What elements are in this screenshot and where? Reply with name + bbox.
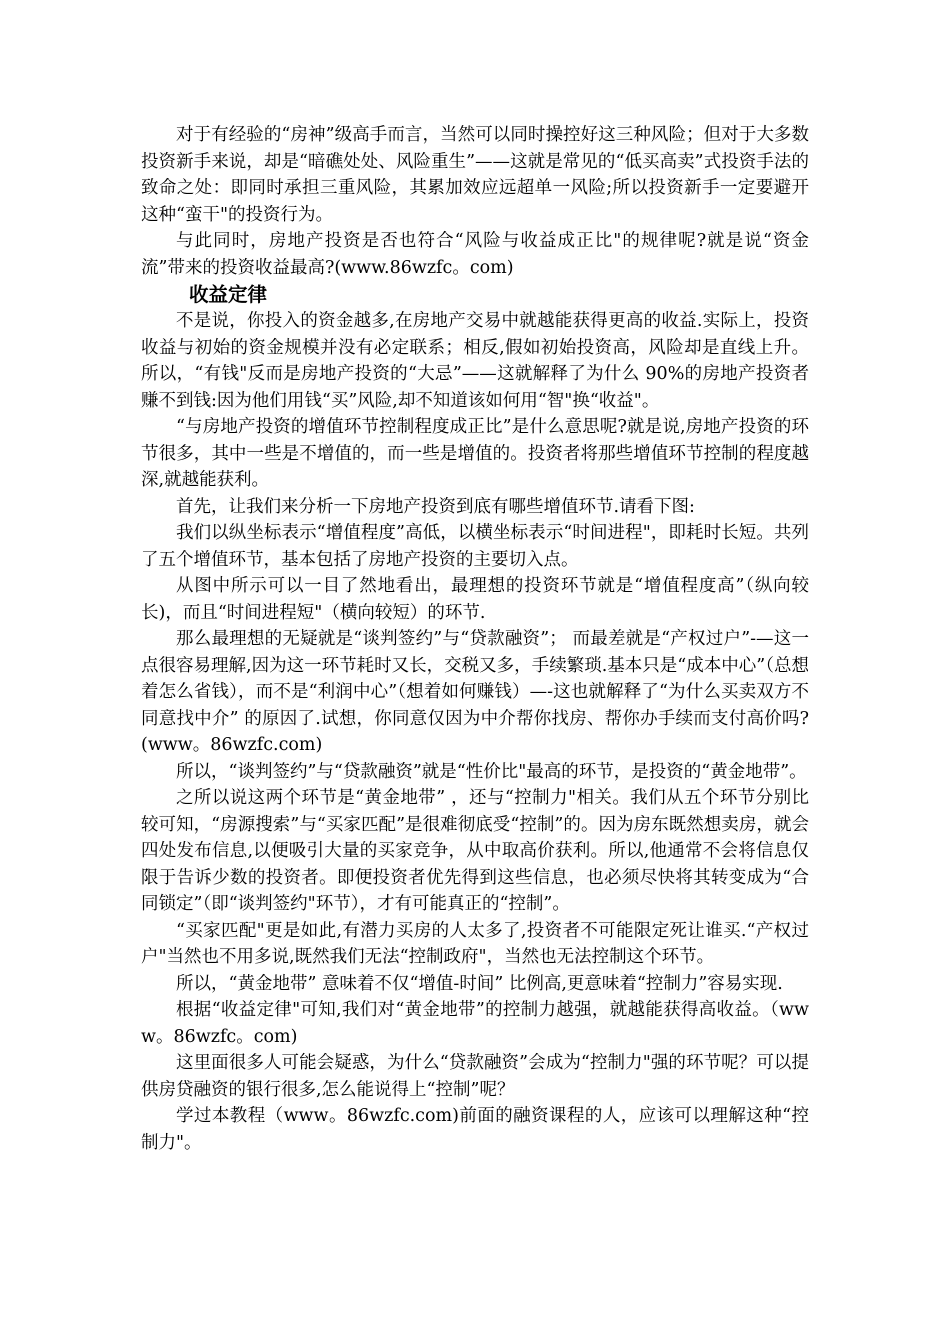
- paragraph-axis-description: 我们以纵坐标表示“增值程度”高低，以横坐标表示“时间进程"，即耗时长短。共列了五个增值环节，基本包括了房地产投资的主要切入点。: [141, 523, 809, 570]
- paragraph-capital-vs-return: 不是说，你投入的资金越多,在房地产交易中就越能获得更高的收益.实际上，投资收益与初始的资金规模并没有必定联系；相反,假如初始投资高，风险却是直线上升。所以，“有钱"反而是房地产投资的“大忌”——这就解释了为什么 90%的房地产投资者赚不到钱:因为他们用钱“买”风险,却不知道该如何用“智"换“收益"。: [141, 311, 809, 411]
- paragraph-ideal-segment: 从图中所示可以一目了然地看出，最理想的投资环节就是“增值程度高”（纵向较长)，而且“时间进程短"（横向较短）的环节.: [141, 576, 809, 623]
- paragraph-course-reference: 学过本教程（www。86wzfc.com)前面的融资课程的人，应该可以理解这种“控制力"。: [141, 1106, 809, 1153]
- paragraph-financing-question: 这里面很多人可能会疑惑，为什么“贷款融资”会成为“控制力"强的环节呢？可以提供房贷融资的银行很多,怎么能说得上“控制”呢？: [141, 1053, 809, 1100]
- paragraph-risk-return-question: 与此同时，房地产投资是否也符合“风险与收益成正比"的规律呢?就是说“资金流”带来的投资收益最高?(www.86wzfc。com): [141, 231, 809, 278]
- paragraph-golden-zone: 所以，“谈判签约”与“贷款融资”就是“性价比"最高的环节，是投资的“黄金地带”。: [176, 761, 807, 782]
- paragraph-control-reasoning: 之所以说这两个环节是“黄金地带” ，还与“控制力"相关。我们从五个环节分别比较可知，“房源搜索”与“买家匹配”是很难彻底受“控制”的。因为房东既然想卖房，就会四处发布信息,以便吸引大量的买家竞争，从中取高价获利。所以,他通常不会将信息仅限于告诉少数的投资者。即便投资者优先得到这些信息，也必须尽快将其转变成为“合同锁定”（即“谈判签约"环节），才有可能真正的“控制”。: [141, 788, 809, 914]
- paragraph-golden-zone-meaning: 所以，“黄金地带” 意味着不仅“增值-时间” 比例高,更意味着“控制力”容易实现.: [176, 973, 783, 994]
- paragraph-best-and-worst: 那么最理想的无疑就是“谈判签约”与“贷款融资”； 而最差就是“产权过户”-—这一点很容易理解,因为这一环节耗时又长，交税又多，手续繁琐.基本只是“成本中心”（总想着怎么省钱），而不是“利润中心”（想着如何赚钱）—-这也就解释了“为什么买卖双方不同意找中介” 的原因了.试想，你同意仅因为中介帮你找房、帮你办手续而支付高价吗?(www。86wzfc.com): [141, 629, 809, 755]
- paragraph-risk-summary: 对于有经验的“房神”级高手而言，当然可以同时操控好这三种风险；但对于大多数投资新手来说，却是“暗礁处处、风险重生”——这就是常见的“低买高卖”式投资手法的致命之处：即同时承担三重风险，其累加效应远超单一风险;所以投资新手一定要避开这种“蛮干"的投资行为。: [141, 125, 809, 225]
- paragraph-value-added-control: “与房地产投资的增值环节控制程度成正比”是什么意思呢?就是说,房地产投资的环节很多，其中一些是不增值的，而一些是增值的。投资者将那些增值环节控制的程度越深,就越能获利。: [141, 417, 809, 490]
- paragraph-analysis-intro: 首先，让我们来分析一下房地产投资到底有哪些增值环节.请看下图:: [176, 496, 695, 517]
- document-body: [141, 122, 809, 1156]
- section-heading: 收益定律: [189, 283, 268, 306]
- paragraph-return-law: 根据“收益定律"可知,我们对“黄金地带”的控制力越强，就越能获得高收益。（www。86wzfc。com): [141, 1000, 809, 1047]
- paragraph-buyer-matching: “买家匹配"更是如此,有潜力买房的人太多了,投资者不可能限定死让谁买.“产权过户"当然也不用多说,既然我们无法“控制政府"，当然也无法控制这个环节。: [141, 920, 809, 967]
